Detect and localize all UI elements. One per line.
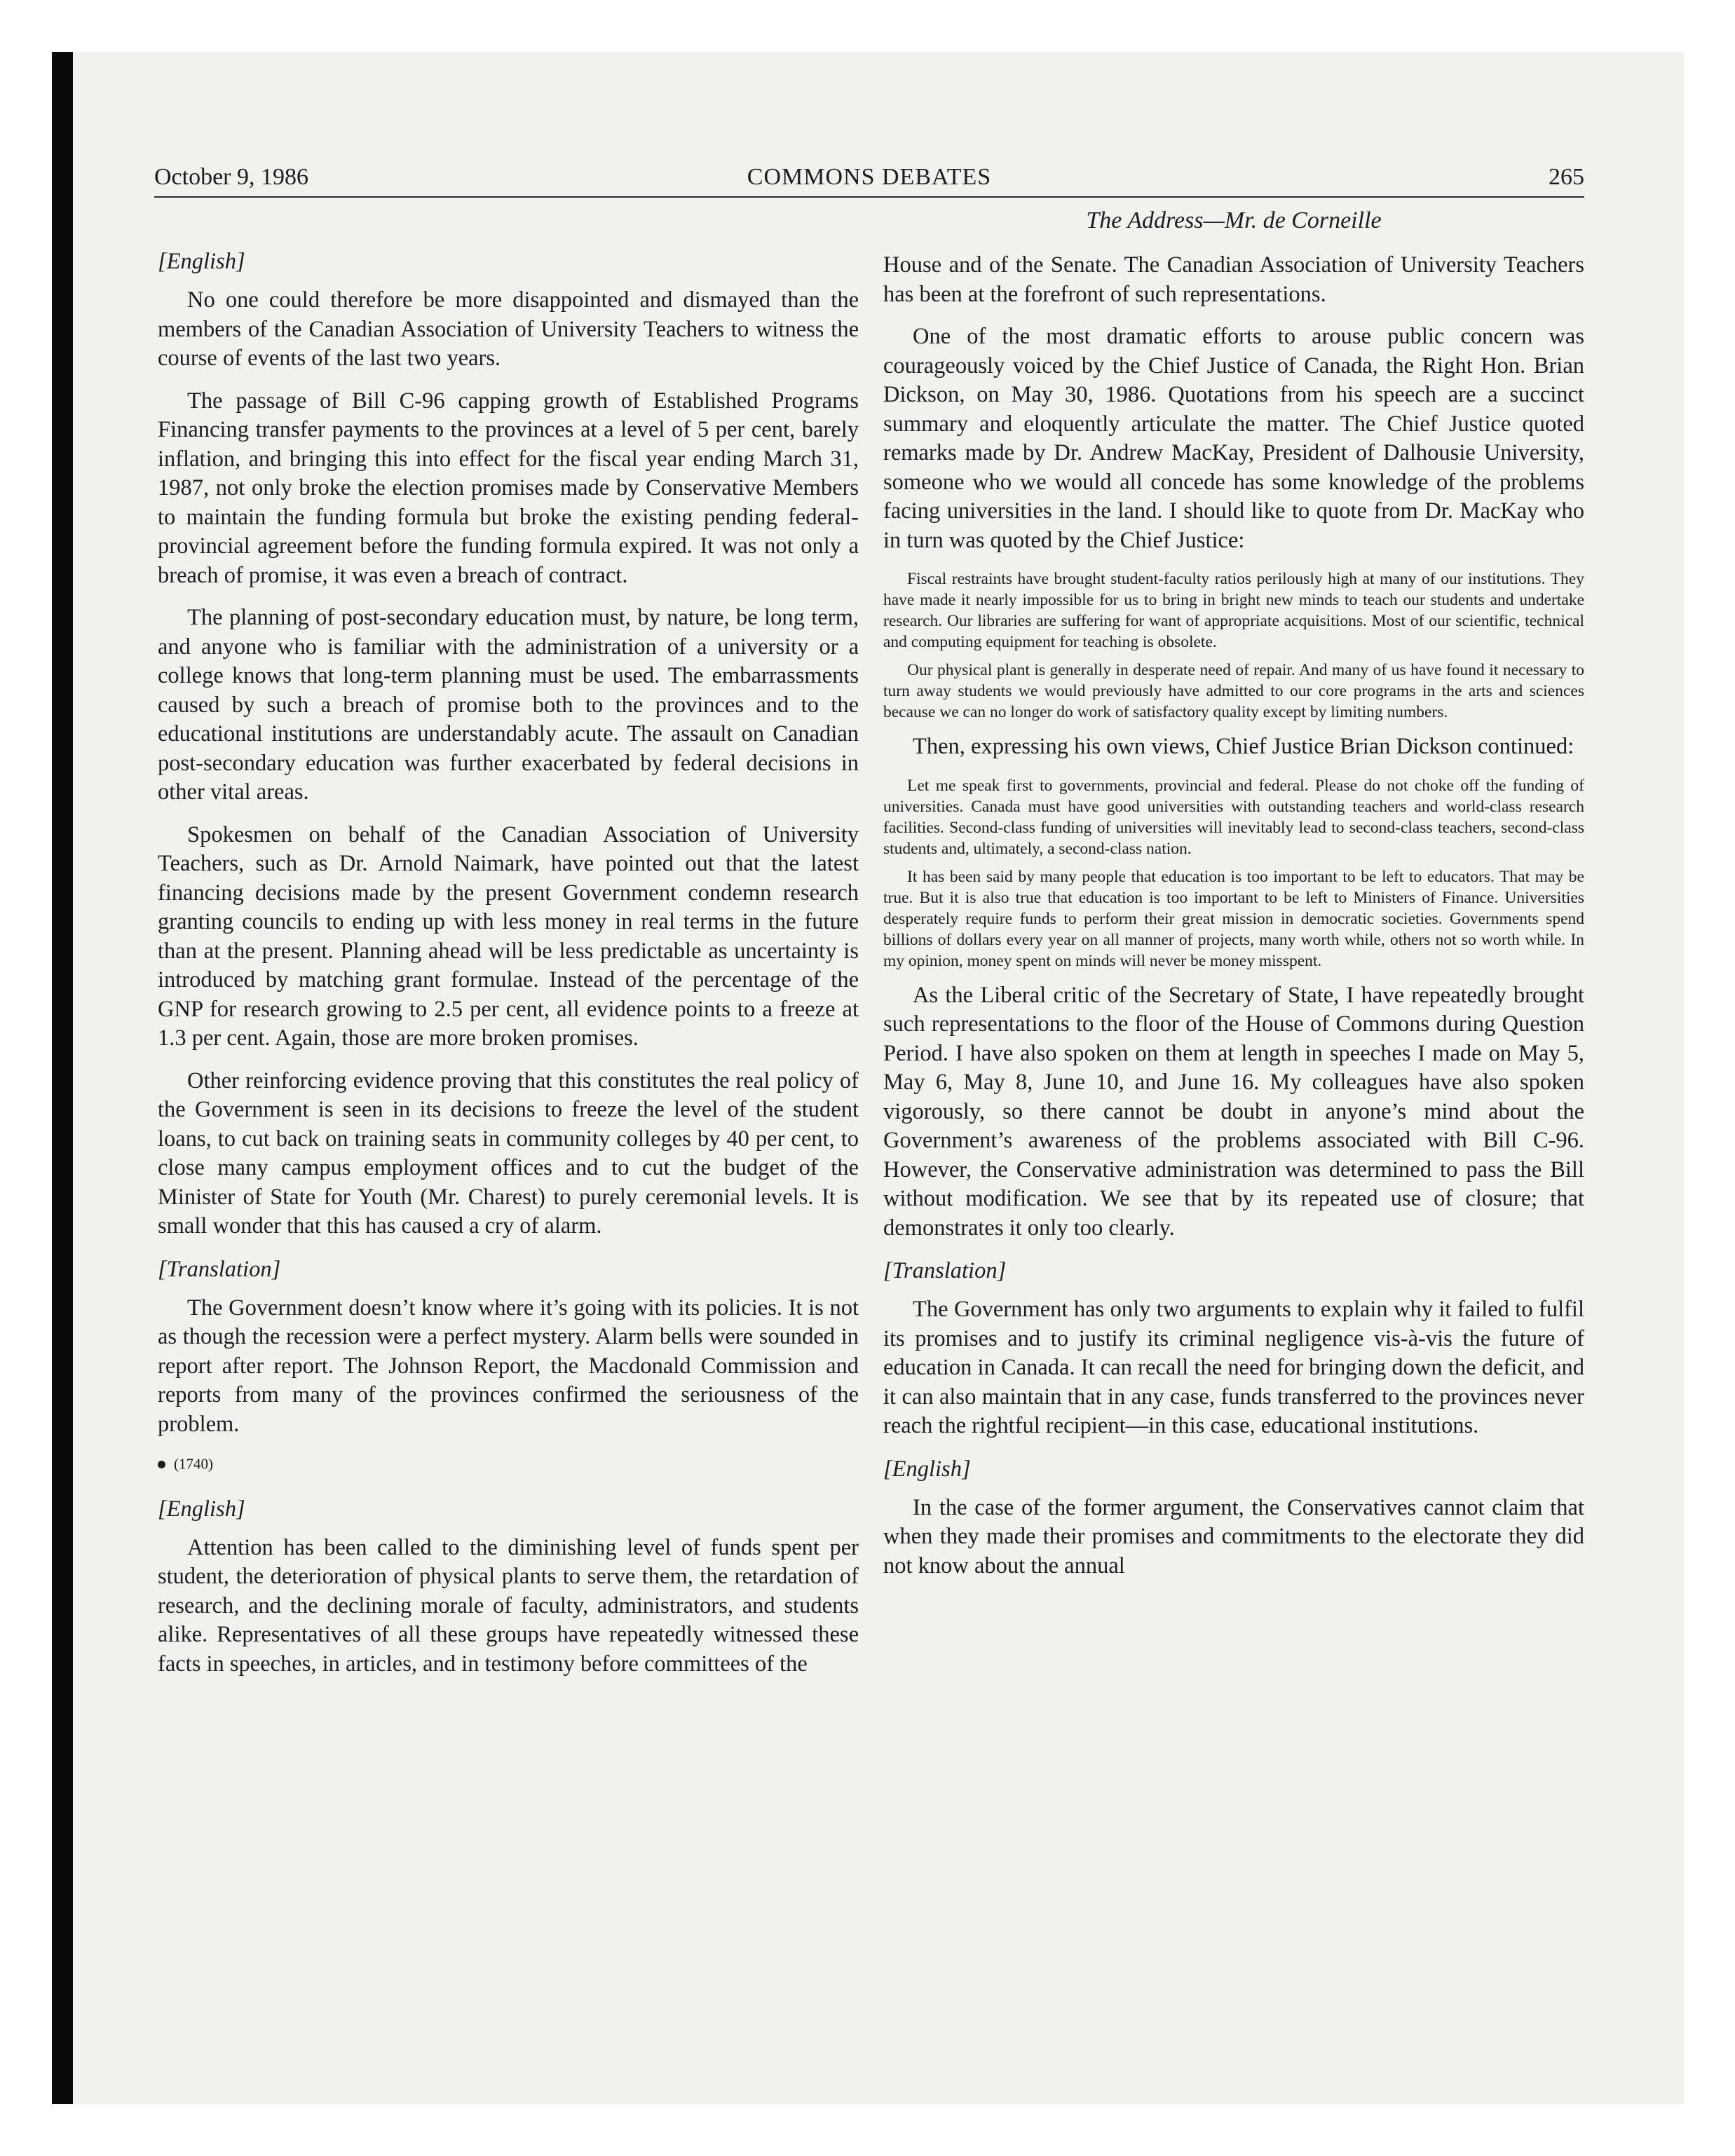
language-marker: [English] bbox=[158, 249, 245, 274]
paragraph: One of the most dramatic efforts to arouse public concern was courageously voiced by the Chief Justice of Canada, the Right Hon. Brian Dickson, on May 30, 1986. Quotations from his speech are a succinct summary and eloquently articulate the matter. The Chief Justice quoted remarks made by Dr. Andrew MacKay, President of Dalhousie University, someone who we would all concede has some knowledge of the problems facing universities in the land. I should like to quote from Dr. MacKay who in turn was quoted by the Chief Justice: bbox=[883, 324, 1584, 553]
language-marker: [English] bbox=[158, 1496, 245, 1522]
right-column bbox=[883, 251, 1584, 1594]
paragraph: Then, expressing his own views, Chief Justice Brian Dickson continued: bbox=[913, 734, 1574, 759]
paragraph: The Government doesn’t know where it’s going with its policies. It is not as though the recession were a perfect mystery. Alarm bells were sounded in report after report. The Johnson Report, the Macdonald Commission and reports from many of the provinces confirmed the seriousness of the problem. bbox=[158, 1295, 859, 1437]
paragraph: The Government has only two arguments to explain why it failed to fulfil its promises and to justify its criminal negligence vis-à-vis the future of education in Canada. It can recall the need for bringing down the deficit, and it can also maintain that in any case, funds transferred to the provinces never reach the rightful recipient—in this case, educational institutions. bbox=[883, 1297, 1584, 1438]
language-marker: [Translation] bbox=[158, 1256, 281, 1282]
paragraph: Other reinforcing evidence proving that this constitutes the real policy of the Government is seen in its decisions to freeze the level of the student loans, to cut back on training seats in community colleges by 40 per cent, to close many campus employment offices and to cut the budget of the Minister of State for Youth (Mr. Charest) to purely ceremonial levels. It is small wonder that this has caused a cry of alarm. bbox=[158, 1067, 859, 1239]
block-quote bbox=[883, 568, 1584, 723]
language-marker: [English] bbox=[883, 1456, 971, 1482]
paragraph: In the case of the former argument, the Conservatives cannot claim that when they made their promises and commitments to the electorate they did not know about the annual bbox=[883, 1494, 1584, 1578]
paragraph: The passage of Bill C-96 capping growth of Established Programs Financing transfer payments to the provinces at a level of 5 per cent, barely inflation, and bringing this into effect for the fiscal year ending March 31, 1987, not only broke the election promises made by Conservative Members to maintain the funding formula but broke the existing pending federal-provincial agreement before the funding formula expired. It was not only a breach of promise, it was even a breach of contract. bbox=[158, 388, 859, 588]
language-marker: [Translation] bbox=[883, 1258, 1007, 1283]
left-column bbox=[158, 247, 859, 1692]
bullet-icon bbox=[158, 1461, 165, 1468]
paragraph: No one could therefore be more disappointed and dismayed than the members of the Canadian Association of University Teachers to witness the course of events of the last two years. bbox=[158, 287, 859, 371]
paragraph: The planning of post-secondary education must, by nature, be long term, and anyone who is familiar with the administration of a university or a college knows that long-term planning must be used. The embarrassments caused by such a breach of promise both to the provinces and to the educational institutions are understandably acute. The assault on Canadian post-secondary education was further exacerbated by federal decisions in other vital areas. bbox=[158, 605, 859, 805]
header-date: October 9, 1986 bbox=[154, 164, 309, 190]
header-journal-title: COMMONS DEBATES bbox=[747, 164, 992, 190]
quote-paragraph: Let me speak first to governments, provincial and federal. Please do not choke off the funding of universities. Canada must have good universities with outstanding teachers and world-class research facilities. Second-class funding of universities will inevitably lead to second-class teachers, second-class students and, ultimately, a second-class nation. bbox=[883, 776, 1584, 858]
page-header bbox=[154, 158, 1584, 198]
running-head: The Address—Mr. de Corneille bbox=[1086, 207, 1382, 233]
paragraph: As the Liberal critic of the Secretary of State, I have repeatedly brought such representations to the floor of the House of Commons during Question Period. I have also spoken on them at length in speeches I made on May 5, May 6, May 8, June 10, and June 16. My colleagues have also spoken vigorously, so there cannot be doubt in anyone’s mind about the Government’s awareness of the problems associated with Bill C-96. However, the Conservative administration was determined to pass the Bill without modification. We see that by its repeated use of closure; that demonstrates it only too clearly. bbox=[883, 982, 1584, 1241]
header-page-number: 265 bbox=[1549, 164, 1584, 190]
paragraph: Spokesmen on behalf of the Canadian Association of University Teachers, such as Dr. Arnold Naimark, have pointed out that the latest financing decisions made by the present Government condemn research granting councils to ending up with less money in real terms in the future than at the present. Planning ahead will be less predictable as uncertainty is introduced by matching grant formulae. Instead of the percentage of the GNP for research growing to 2.5 per cent, all evidence points to a freeze at 1.3 per cent. Again, those are more broken promises. bbox=[158, 821, 859, 1051]
paragraph: House and of the Senate. The Canadian Association of University Teachers has been at the forefront of such representations. bbox=[883, 252, 1584, 307]
quote-paragraph: Our physical plant is generally in desperate need of repair. And many of us have found it necessary to turn away students we would previously have admitted to our core programs in the arts and sciences because we can no longer do work of satisfactory quality except by limiting numbers. bbox=[883, 661, 1584, 721]
quote-paragraph: It has been said by many people that education is too important to be left to educators. That may be true. But it is also true that education is too important to be left to Ministers of Finance. Universities desperately require funds to perform their great mission in democratic societies. Governments spend billions of dollars every year on all manner of projects, many worth while, others not so worth while. In my opinion, money spent on minds will never be money misspent. bbox=[883, 867, 1584, 970]
quote-paragraph: Fiscal restraints have brought student-faculty ratios perilously high at many of our institutions. They have made it nearly impossible for us to bring in bright new minds to teach our students and undertake research. Our libraries are suffering for want of appropriate acquisitions. Most of our scientific, technical and computing equipment for teaching is obsolete. bbox=[883, 570, 1584, 651]
block-quote bbox=[883, 775, 1584, 971]
time-marker bbox=[158, 1454, 859, 1473]
paragraph: Attention has been called to the diminishing level of funds spent per student, the deterioration of physical plants to serve them, the retardation of research, and the declining morale of faculty, administrators, and students alike. Representatives of all these groups have repeatedly witnessed these facts in speeches, in articles, and in testimony before committees of the bbox=[158, 1534, 859, 1677]
timestamp: (1740) bbox=[174, 1455, 213, 1473]
scan-border bbox=[52, 52, 73, 2104]
